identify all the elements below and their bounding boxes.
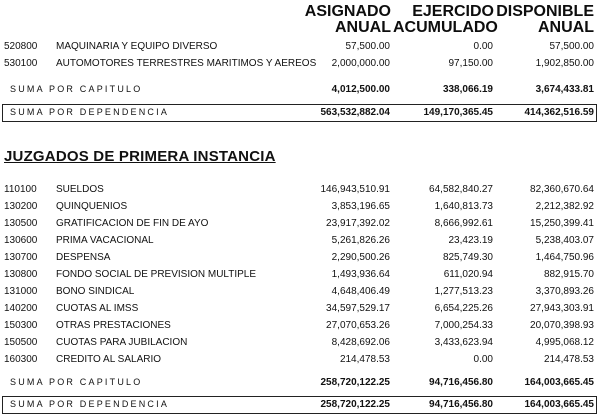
asignado-value: 8,428,692.06: [331, 337, 390, 348]
table-row: [0, 303, 600, 319]
section-title: JUZGADOS DE PRIMERA INSTANCIA: [4, 148, 276, 165]
table-row: [0, 218, 600, 234]
account-code: 160300: [4, 354, 38, 365]
ejercido-value: 7,000,254.33: [434, 320, 493, 331]
ejercido-total: 149,170,365.45: [423, 107, 493, 118]
ejercido-value: 0.00: [473, 41, 493, 52]
ejercido-total: 338,066.19: [442, 84, 493, 95]
disponible-value: 214,478.53: [543, 354, 594, 365]
asignado-value: 2,290,500.26: [331, 252, 390, 263]
ejercido-value: 97,150.00: [448, 58, 493, 69]
account-code: 130600: [4, 235, 38, 246]
table-row: [0, 41, 600, 57]
disponible-value: 3,370,893.26: [535, 286, 594, 297]
asignado-value: 27,070,653.26: [326, 320, 390, 331]
asignado-value: 23,917,392.02: [326, 218, 390, 229]
header-asignado-line2: ANUAL: [335, 19, 391, 36]
account-code: 131000: [4, 286, 38, 297]
suma-capitulo-row: [0, 377, 600, 393]
suma-dependencia-row: [0, 399, 600, 415]
account-description: SUELDOS: [56, 184, 104, 195]
header-disponible: [496, 4, 594, 36]
suma-dependencia-label: SUMA POR DEPENDENCIA: [10, 399, 170, 409]
account-code: 130200: [4, 201, 38, 212]
disponible-value: 4,995,068.12: [535, 337, 594, 348]
disponible-total: 3,674,433.81: [535, 84, 594, 95]
table-row: [0, 252, 600, 268]
header-ejercido-line1: EJERCIDO: [412, 3, 494, 20]
account-code: 520800: [4, 41, 38, 52]
account-code: 130500: [4, 218, 38, 229]
account-description: QUINQUENIOS: [56, 201, 128, 212]
asignado-value: 4,648,406.49: [331, 286, 390, 297]
header-ejercido: [393, 3, 498, 36]
account-description: AUTOMOTORES TERRESTRES MARITIMOS Y AEREOS: [56, 58, 317, 69]
ejercido-value: 611,020.94: [443, 269, 493, 280]
table-row: [0, 201, 600, 217]
table-row: [0, 320, 600, 336]
asignado-value: 3,853,196.65: [331, 201, 390, 212]
ejercido-value: 8,666,992.61: [434, 218, 493, 229]
asignado-value: 57,500.00: [345, 41, 390, 52]
disponible-value: 27,943,303.91: [530, 303, 594, 314]
ejercido-value: 825,749.30: [442, 252, 493, 263]
disponible-total: 414,362,516.59: [524, 107, 594, 118]
ejercido-value: 1,640,813.73: [434, 201, 493, 212]
table-row: [0, 269, 600, 285]
asignado-value: 146,943,510.91: [320, 184, 390, 195]
disponible-value: 57,500.00: [549, 41, 594, 52]
header-disponible-line2: ANUAL: [538, 19, 594, 36]
ejercido-value: 6,654,225.26: [434, 303, 493, 314]
ejercido-value: 64,582,840.27: [429, 184, 493, 195]
asignado-total: 4,012,500.00: [331, 84, 390, 95]
account-description: OTRAS PRESTACIONES: [56, 320, 171, 331]
asignado-value: 5,261,826.26: [331, 235, 390, 246]
account-code: 530100: [4, 58, 38, 69]
account-code: 130700: [4, 252, 38, 263]
header-asignado: [300, 4, 391, 36]
disponible-total: 164,003,665.45: [524, 399, 594, 410]
account-description: BONO SINDICAL: [56, 286, 135, 297]
disponible-total: 164,003,665.45: [524, 377, 594, 388]
suma-dependencia-label: SUMA POR DEPENDENCIA: [10, 107, 170, 117]
account-code: 140200: [4, 303, 38, 314]
asignado-total: 563,532,882.04: [320, 107, 390, 118]
table-row: [0, 235, 600, 251]
disponible-value: 2,212,382.92: [535, 201, 594, 212]
suma-capitulo-label: SUMA POR CAPITULO: [10, 377, 143, 387]
account-description: DESPENSA: [56, 252, 111, 263]
account-description: PRIMA VACACIONAL: [56, 235, 154, 246]
ejercido-value: 0.00: [473, 354, 493, 365]
header-ejercido-line2: ACUMULADO: [393, 19, 498, 36]
account-description: MAQUINARIA Y EQUIPO DIVERSO: [56, 41, 218, 52]
table-row: [0, 286, 600, 302]
ejercido-value: 23,423.19: [448, 235, 493, 246]
asignado-value: 34,597,529.17: [326, 303, 390, 314]
ejercido-total: 94,716,456.80: [429, 399, 493, 410]
ejercido-value: 3,433,623.94: [434, 337, 493, 348]
asignado-value: 214,478.53: [339, 354, 390, 365]
asignado-total: 258,720,122.25: [320, 399, 390, 410]
asignado-value: 1,493,936.64: [331, 269, 390, 280]
disponible-value: 82,360,670.64: [530, 184, 594, 195]
disponible-value: 1,464,750.96: [535, 252, 594, 263]
disponible-value: 20,070,398.93: [530, 320, 594, 331]
asignado-value: 2,000,000.00: [331, 58, 390, 69]
account-code: 150300: [4, 320, 38, 331]
account-description: CUOTAS PARA JUBILACION: [56, 337, 188, 348]
header-asignado-line1: ASIGNADO: [304, 3, 391, 20]
disponible-value: 15,250,399.41: [530, 218, 594, 229]
suma-capitulo-label: SUMA POR CAPITULO: [10, 84, 143, 94]
account-description: CREDITO AL SALARIO: [56, 354, 162, 365]
table-row: [0, 337, 600, 353]
disponible-value: 882,915.70: [543, 269, 594, 280]
table-row: [0, 184, 600, 200]
account-code: 150500: [4, 337, 38, 348]
account-code: 130800: [4, 269, 38, 280]
ejercido-value: 1,277,513.23: [434, 286, 493, 297]
suma-capitulo-row: [0, 84, 600, 100]
account-description: CUOTAS AL IMSS: [56, 303, 139, 314]
account-code: 110100: [4, 184, 37, 195]
suma-dependencia-row: [0, 107, 600, 123]
disponible-value: 5,238,403.07: [535, 235, 594, 246]
table-row: [0, 58, 600, 74]
account-description: FONDO SOCIAL DE PREVISION MULTIPLE: [56, 269, 257, 280]
ejercido-total: 94,716,456.80: [429, 377, 493, 388]
account-description: GRATIFICACION DE FIN DE AYO: [56, 218, 209, 229]
header-disponible-line1: DISPONIBLE: [496, 3, 594, 20]
asignado-total: 258,720,122.25: [320, 377, 390, 388]
disponible-value: 1,902,850.00: [535, 58, 594, 69]
table-row: [0, 354, 600, 370]
